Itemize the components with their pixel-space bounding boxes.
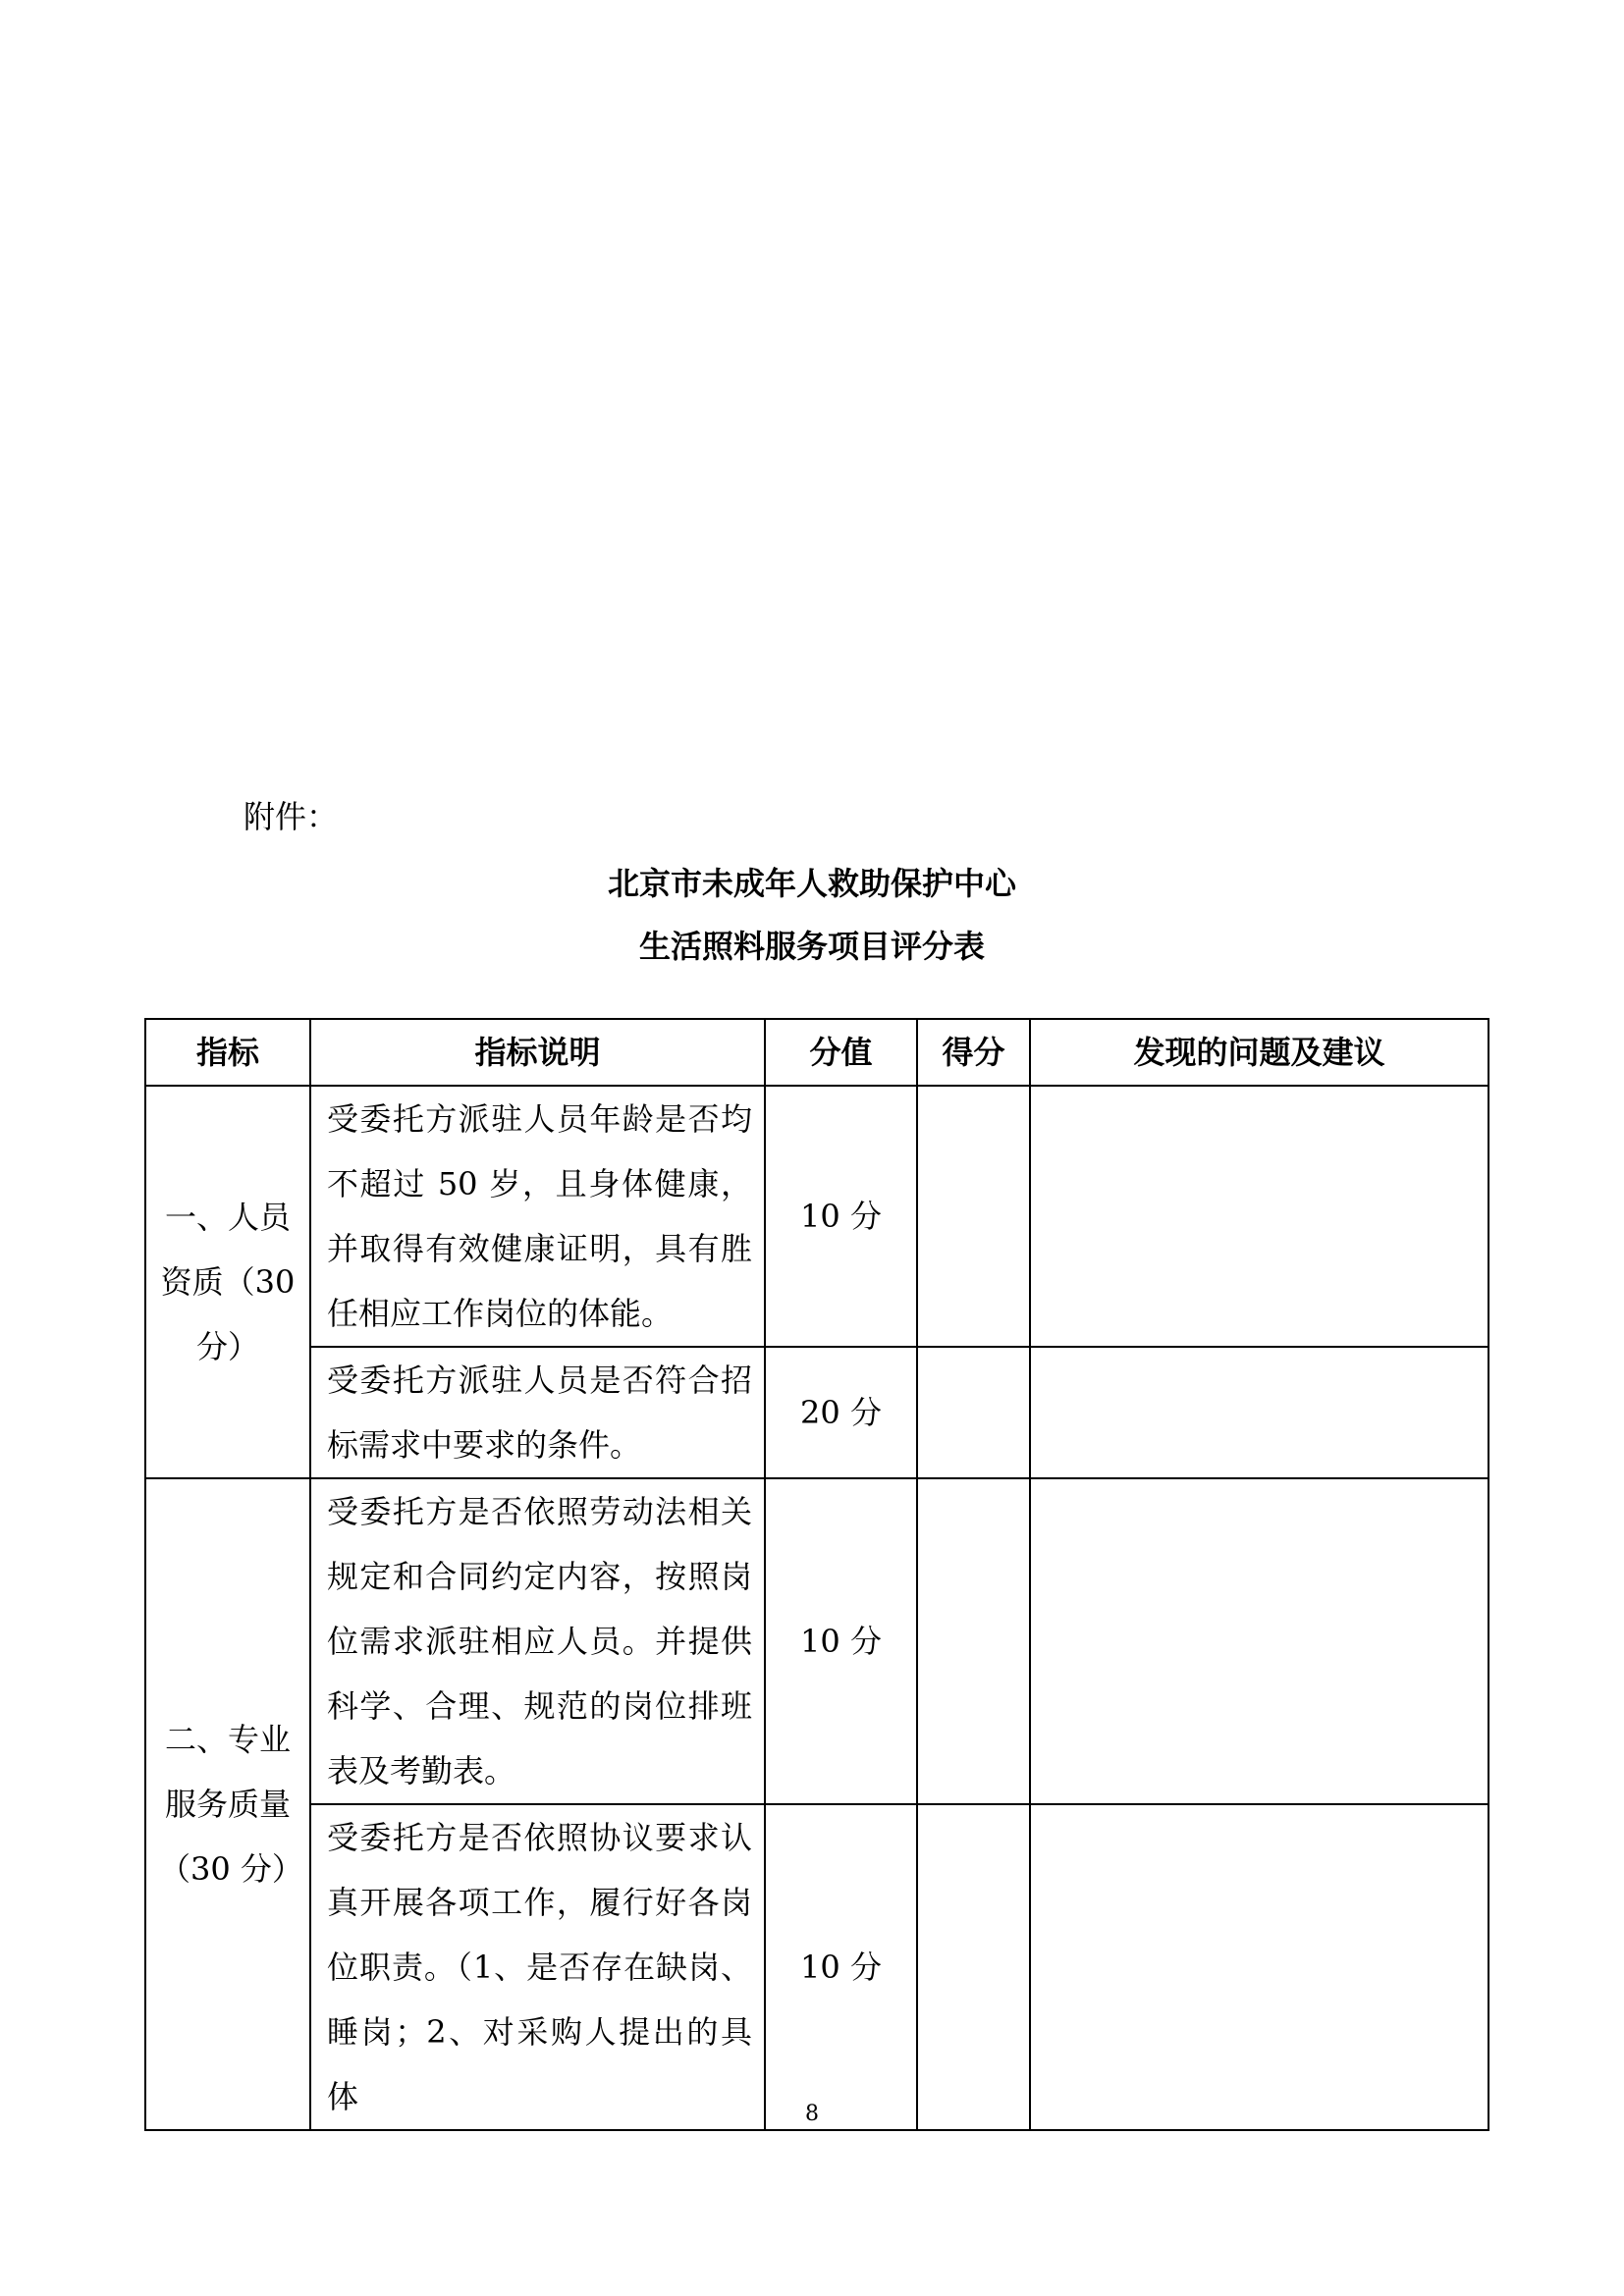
description-cell: 受委托方是否依照协议要求认真开展各项工作，履行好各岗位职责。（1、是否存在缺岗、睡岗；2、对采购人提出的具体 (310, 1804, 765, 2130)
table-row (145, 1478, 1489, 1804)
scoring-table (144, 1018, 1489, 2131)
table-row (145, 1347, 1489, 1478)
score-cell[interactable] (917, 1804, 1030, 2130)
table-row (145, 1804, 1489, 2130)
issues-cell[interactable] (1030, 1347, 1489, 1478)
category-cell (145, 1086, 310, 1478)
header-indicator: 指标 (145, 1019, 310, 1086)
description-cell: 受委托方是否依照劳动法相关规定和合同约定内容，按照岗位需求派驻相应人员。并提供科学、合理、规范的岗位排班表及考勤表。 (310, 1478, 765, 1804)
header-points: 分值 (765, 1019, 917, 1086)
points-cell: 20 分 (765, 1347, 917, 1478)
score-cell[interactable] (917, 1086, 1030, 1347)
description-cell: 受委托方派驻人员是否符合招标需求中要求的条件。 (310, 1347, 765, 1478)
annex-label: 附件： (244, 798, 339, 835)
points-cell: 10 分 (765, 1478, 917, 1804)
score-cell[interactable] (917, 1347, 1030, 1478)
header-score: 得分 (917, 1019, 1030, 1086)
document-title-line-2: 生活照料服务项目评分表 (638, 928, 985, 965)
table-row (145, 1086, 1489, 1347)
points-cell: 10 分 (765, 1804, 917, 2130)
category-cell (145, 1478, 310, 2130)
category-label: 一、人员资质（30分） (160, 1199, 296, 1365)
score-cell[interactable] (917, 1478, 1030, 1804)
header-description: 指标说明 (310, 1019, 765, 1086)
header-issues: 发现的问题及建议 (1030, 1019, 1489, 1086)
issues-cell[interactable] (1030, 1086, 1489, 1347)
description-cell: 受委托方派驻人员年龄是否均不超过 50 岁，且身体健康，并取得有效健康证明，具有胜任相应工作岗位的体能。 (310, 1086, 765, 1347)
table-header-row (145, 1019, 1489, 1086)
document-title-line-1: 北京市未成年人救助保护中心 (607, 865, 1016, 902)
page-number: 8 (805, 2102, 819, 2126)
issues-cell[interactable] (1030, 1804, 1489, 2130)
category-label: 二、专业服务质量（30 分） (159, 1721, 303, 1888)
issues-cell[interactable] (1030, 1478, 1489, 1804)
points-cell: 10 分 (765, 1086, 917, 1347)
